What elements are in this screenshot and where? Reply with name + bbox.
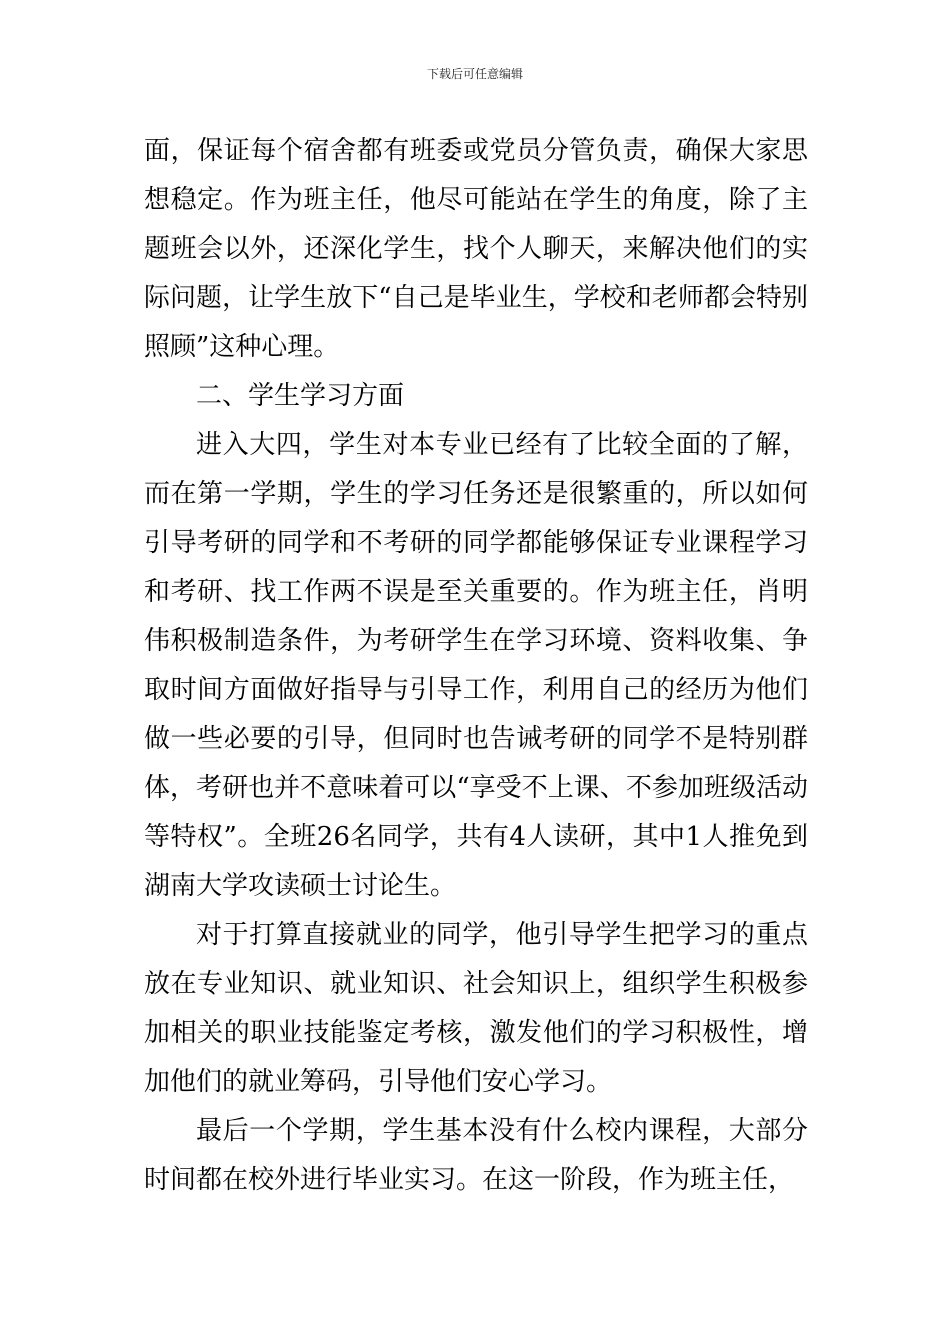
- header-note: 下载后可任意编辑: [426, 67, 523, 81]
- section-heading: 二、学生学习方面: [196, 381, 405, 411]
- paragraph-employment: 对于打算直接就业的同学，他引导学生把学习的重点放在专业知识、就业知识、社会知识上，组织学生积极参加相关的职业技能鉴定考核，激发他们的学习积极性，增加他们的就业筹码，引导他们安心学习。: [144, 920, 808, 1097]
- paragraph-study-overview: 进入大四，学生对本专业已经有了比较全面的了解，而在第一学期，学生的学习任务还是很繁重的，所以如何引导考研的同学和不考研的同学都能够保证专业课程学习和考研、找工作两不误是至关重要的。作为班主任，肖明伟积极制造条件，为考研学生在学习环境、资料收集、争取时间方面做好指导与引导工作，利用自己的经历为他们做一些必要的引导，但同时也告诫考研的同学不是特别群体，考研也并不意味着可以“享受不上课、不参加班级活动等特权”。全班26名同学，共有4人读研，其中1人推免到湖南大学攻读硕士讨论生。: [144, 430, 808, 901]
- paragraph-last-semester: 最后一个学期，学生基本没有什么校内课程，大部分时间都在校外进行毕业实习。在这一阶段，作为班主任，: [144, 1116, 808, 1195]
- paragraph-continuation: 面，保证每个宿舍都有班委或党员分管负责，确保大家思想稳定。作为班主任，他尽可能站在学生的角度，除了主题班会以外，还深化学生，找个人聊天，来解决他们的实际问题，让学生放下“自己是毕业生，学校和老师都会特别照顾”这种心理。: [144, 136, 808, 362]
- document-body: [144, 127, 808, 1205]
